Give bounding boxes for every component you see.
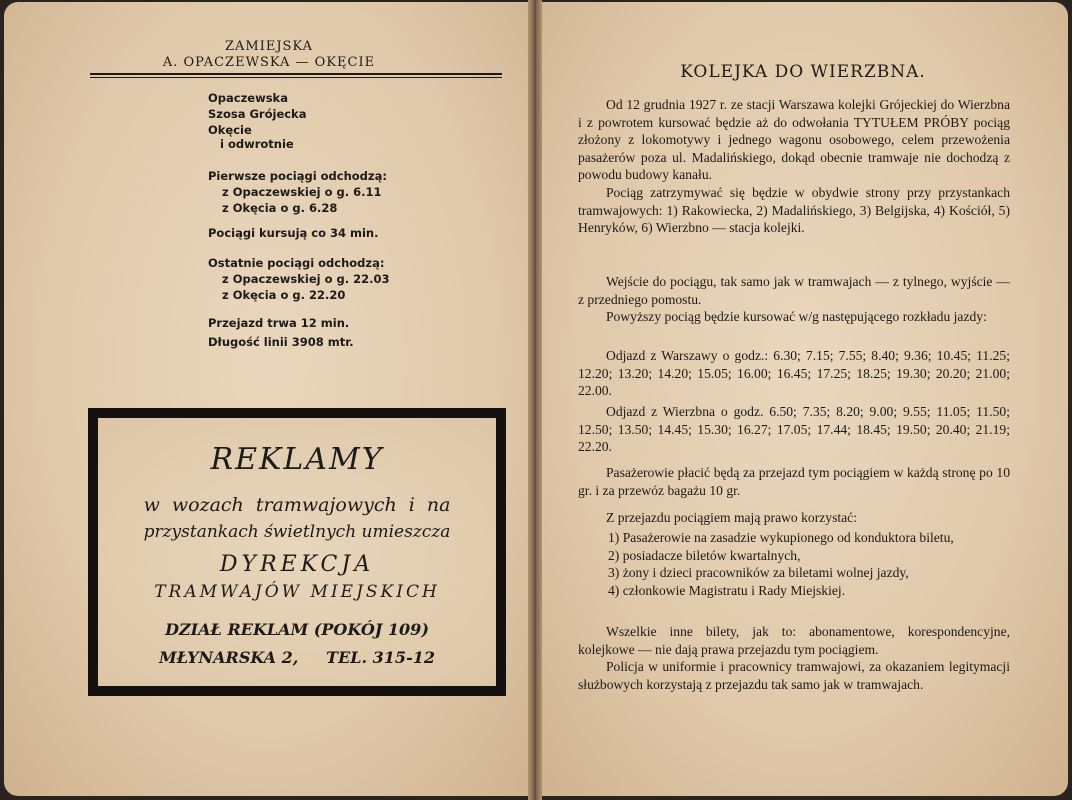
stop-item: Okęcie [208,123,252,137]
heading-rule-thin [90,77,502,78]
first-trains-block [208,168,387,216]
departures-wierzbno: Odjazd z Wierzbna o godz. 6.50; 7.35; 8.20; 9.00; 9.55; 11.05; 11.50; 12.50; 13.50; 14.45; 15.30; 16.27; 17.05; 17.44; 18.45; 19.50; 20.40; 21.19; 22.20. [578,404,1010,455]
line-length-text: Długość linii 3908 mtr. [208,335,354,349]
last-trains-block [208,255,389,303]
list-item: 2) posiadacze biletów kwartalnych, [608,547,801,563]
eligibility-heading: Z przejazdu pociągiem mają prawo korzystać: [606,510,857,525]
paragraph [578,403,1010,456]
eligibility-list [578,529,1010,599]
stop-item: Opaczewska [208,91,288,105]
departures-warsaw: Odjazd z Warszawy o godz.: 6.30; 7.15; 7.55; 8.40; 9.36; 10.45; 11.25; 12.20; 13.20; 14.20; 15.05; 16.00; 16.45; 17.25; 18.25; 19.30; 20.20; 21.00; 22.00. [578,348,1010,399]
last-train-item: z Opaczewskiej o g. 22.03 [222,272,390,286]
paragraph [578,464,1010,499]
heading-rule [90,73,502,75]
ad-address: MŁYNARSKA 2, TEL. 315-12 [159,648,435,667]
stop-item: i odwrotnie [220,137,294,151]
stops-list [208,90,306,152]
intro-paragraph: Od 12 grudnia 1927 r. ze stacji Warszawa kolejki Grójeckiej do Wierzbna i z powrotem kursować będzie aż do odwołania TYTUŁEM PRÓBY pociąg złożony z lokomotywy i jednego wagonu osobowego, celem przewożenia pasażerów poza ul. Madalińskiego, dokąd obecnie tramwaje nie dochodzą z powodu budowy kanału. [578,97,1010,183]
advertisement-box [88,408,506,696]
boarding-paragraph: Wejście do pociągu, tak samo jak w tramwajach — z tylnego, wyjście — z przedniego pomostu. [578,274,1010,307]
ad-text-line: w wozach tramwajowych i na [143,494,451,516]
list-item: 1) Pasażerowie na zasadzie wykupionego od konduktora biletu, [608,530,954,545]
ad-department: DZIAŁ REKLAM (POKÓJ 109) [165,620,429,639]
stops-paragraph: Pociąg zatrzymywać się będzie w obydwie strony przy przystankach tramwajowych: 1) Rakowiecka, 2) Madalińskiego, 3) Belgijska, 4) Kościół, 5) Henryków, 6) Wierzbno — stacja kolejki. [578,184,1010,236]
paragraph [578,623,1010,693]
list-item: 3) żony i dzieci pracowników za biletami wolnej jazdy, [608,565,909,581]
paragraph [578,96,1010,237]
schedule-intro: Powyższy pociąg będzie kursować w/g następującego rozkładu jazdy: [606,309,987,325]
left-page [4,2,534,796]
first-trains-heading: Pierwsze pociągi odchodzą: [208,169,387,183]
stop-item: Szosa Grójecka [208,107,307,121]
police-paragraph: Policja w uniformie i pracownicy tramwajowi, za okazaniem legitymacji służbowych korzystają z przejazdu tak samo jak w tramwajach. [578,659,1010,692]
ad-organization-sub: TRAMWAJÓW MIEJSKICH [154,582,440,602]
page-title: KOLEJKA DO WIERZBNA. [680,62,926,82]
duration-text: Przejazd trwa 12 min. [208,316,350,330]
right-page [538,2,1068,796]
paragraph [578,509,1010,527]
fare-paragraph: Pasażerowie płacić będą za przejazd tym pociągiem w każdą stronę po 10 gr. i za przewóz bagażu 10 gr. [578,465,1010,498]
ad-text-line: przystankach świetlnych umieszcza [143,522,451,542]
first-train-item: z Okęcia o g. 6.28 [222,201,338,215]
route-name-heading: A. OPACZEWSKA — OKĘCIE [162,55,376,70]
interval-text: Pociągi kursują co 34 min. [208,226,379,240]
last-train-item: z Okęcia o g. 22.20 [222,288,346,302]
advertisement-inner [98,418,496,686]
paragraph [578,347,1010,400]
list-item: 4) członkowie Magistratu i Rady Miejskiej. [608,582,846,598]
last-trains-heading: Ostatnie pociągi odchodzą: [208,256,385,270]
paragraph [578,273,1010,326]
other-tickets-paragraph: Wszelkie inne bilety, jak to: abonamentowe, korespondencyjne, kolejkowe — nie dają prawa przejazdu tym pociągiem. [578,624,1010,657]
ad-organization: DYREKCJA [219,552,375,577]
first-train-item: z Opaczewskiej o g. 6.11 [222,185,382,199]
book-spine [528,0,542,800]
ad-title: REKLAMY [210,442,384,477]
route-category-heading: ZAMIEJSKA [224,39,314,54]
